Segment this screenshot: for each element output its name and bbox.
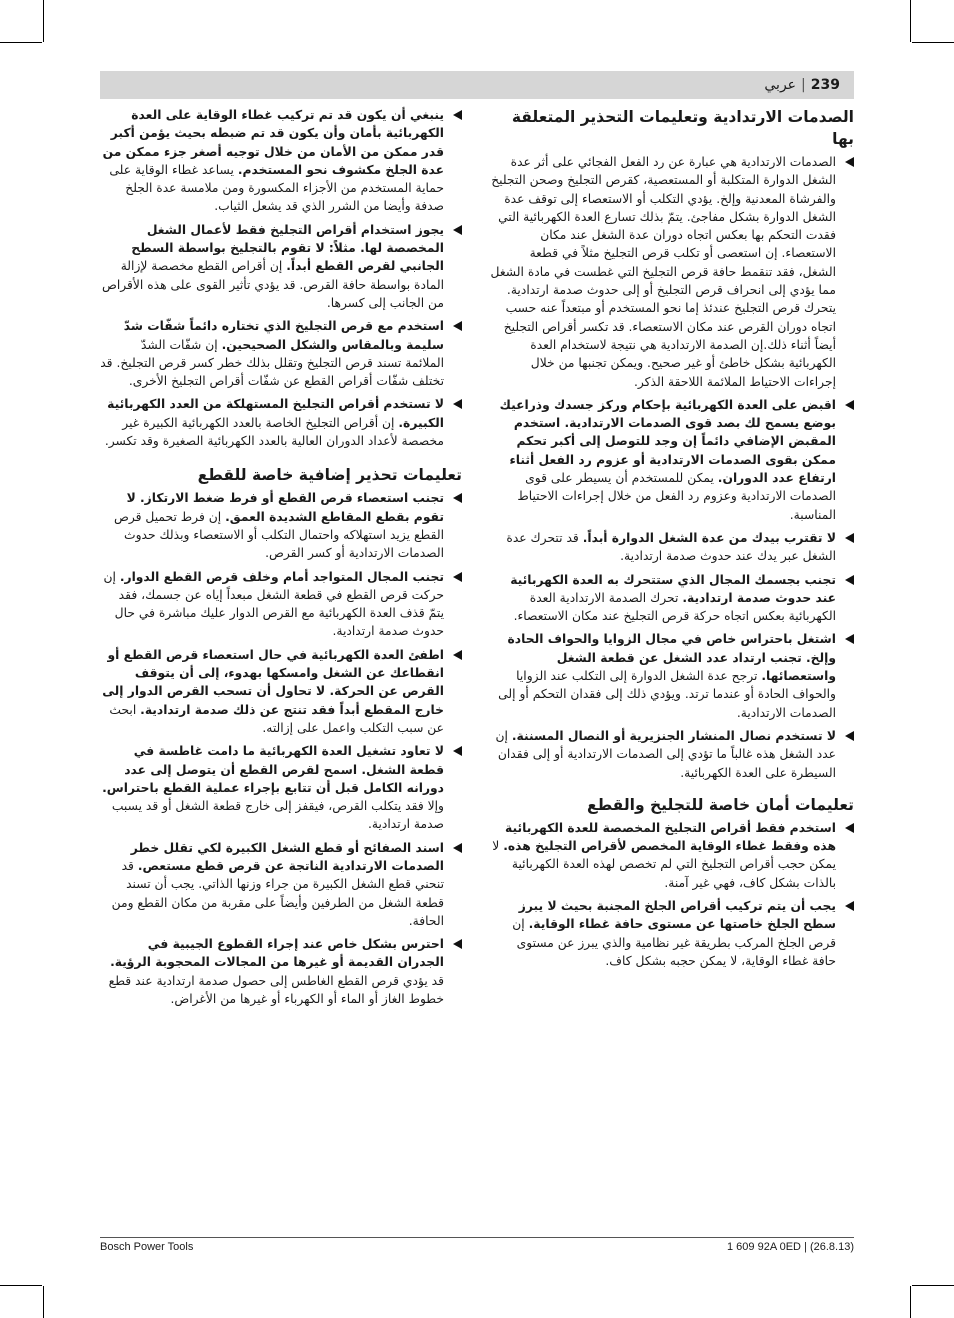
page-header <box>100 71 854 99</box>
footer-doc-code: 1 609 92A 0ED | (26.8.13) <box>727 1241 854 1253</box>
item-text: يمكن للمستخدم أن يسيطر على قوى الصدمات الارتدادية وعزوم رد الفعل من خلال إجراءات الاحتياط المناسبة. <box>517 471 836 522</box>
header-separator: | <box>801 77 806 93</box>
item-text: لا يمكن حجب أقراص التجليخ التي لم تخصص لهذه العدة الكهربائية بالذات بشكل كاف، فهي غير آمنة. <box>492 839 836 890</box>
item-text: وإلا فقد يتكلب القرص، فيقفز إلى خارج قطعة الشغل أو قد يسبب صدمة ارتدادية. <box>111 799 444 832</box>
item-bold-text: اشتغل باحتراس خاص في مجال الزوايا والحواف الحادة وإلخ. تجنب ارتداد عدد الشغل عن قطعة الشغل واستعصائها. <box>507 632 836 684</box>
list-item <box>100 317 462 390</box>
item-bold-text: لا تعاود تشغيل العدة الكهربائية ما دامت غاطسة في قطعة الشغل. اسمح لقرص القطع أن يتوصل إلى عدد دورانه الكامل قبل أن تتابع بإجراء عملية القطع باحتراس. <box>102 744 444 795</box>
list-item <box>100 839 462 930</box>
bullet-arrow-icon <box>453 746 462 756</box>
bullet-arrow-icon <box>453 399 462 409</box>
crop-mark <box>910 0 911 42</box>
list-item <box>100 489 462 562</box>
list-item <box>490 571 854 626</box>
bullet-arrow-icon <box>845 731 854 741</box>
bullet-arrow-icon <box>453 843 462 853</box>
crop-mark <box>0 42 42 43</box>
list-item <box>100 568 462 641</box>
list-item <box>100 395 462 450</box>
item-bold-text: استخدم فقط أقراص التجليخ المخصصة للعدة الكهربائية هذه وفقط غطاء الوقاية المخصص لأقراص التجليخ هذه. <box>503 820 836 854</box>
bullet-arrow-icon <box>845 823 854 833</box>
crop-mark <box>0 1285 42 1286</box>
bullet-arrow-icon <box>453 110 462 120</box>
list-item <box>100 221 462 312</box>
crop-mark <box>912 1285 954 1286</box>
item-text: إن أقراص التجليخ الخاصة بالعدد الكهربائية الكبيرة غير مخصصة لأعداد الدوران العالية بالعدد الكهربائية الصغيرة وقد تكسر. <box>104 415 444 449</box>
list-item <box>100 646 462 737</box>
item-bold-text: تجنب بجسمك المجال الذي ستتحرك به العدة الكهربائية عند حدوث صدمة ارتدادية. <box>510 572 836 605</box>
item-text: إن عدد الشغل هذه غالباً ما تؤدي إلى الصدمات الارتدادية أو إلى فقدان السيطرة على العدة الكهربائية. <box>495 728 836 780</box>
footer-brand: Bosch Power Tools <box>100 1241 194 1253</box>
page-number: 239 <box>810 77 840 93</box>
bullet-arrow-icon <box>845 400 854 410</box>
list-item <box>490 819 854 892</box>
item-text: إن قرص الجلخ المركب بطريقة غير نظامية والذي يبرز عن مستوى حافة غطاء الوقاية، لا يمكن حجبه بشكل كاف. <box>512 917 836 968</box>
list-item <box>490 529 854 566</box>
list-item <box>100 935 462 1008</box>
item-text: إن أقراص القطع مخصصة لإزالة المادة بواسطة حافة القرص. قد يؤدي تأثير القوى على هذه الأقراص من الجانب إلى كسرها. <box>101 259 444 310</box>
item-text: إن شفّات الشدّ الملائمة تسند قرص التجليخ وتقلل بذلك خطر كسر قرص التجليخ. قد تختلف شفّات أقراص القطع عن شفّات أقراص التجليخ الأخرى. <box>100 337 444 389</box>
list-item <box>100 742 462 833</box>
item-text: إن فرط تحميل قرص القطع يزيد استهلاكه واحتمال التكلب أو الاستعصاء وبذلك حدوث الصدمات الارتدادية أو كسر القرص. <box>113 509 444 561</box>
item-bold-text: لا تستخدم أقراص التجليخ المستهلكة من العدد الكهربائية الكبيرة. <box>107 397 444 430</box>
footer-divider <box>100 1237 854 1238</box>
list-item <box>490 897 854 970</box>
bullet-arrow-icon <box>845 634 854 644</box>
item-text: يساعد غطاء الوقاية على حماية المستخدم من الأجزاء المكسورة ومن ملامسة عدة الجلخ صدفة وأيضا من الشرر الذي قد يشعل الثياب. <box>109 162 444 214</box>
item-bold-text: لا تستخدم نصال المنشار الجنزيرية أو النصال المسننة. <box>511 728 836 743</box>
item-bold-text: احترس بشكل خاص عند إجراء القطوع الجيبية في الجدران القديمة أو غيرها من المجالات المحجوبة الرؤية. <box>110 937 444 970</box>
bullet-arrow-icon <box>453 225 462 235</box>
item-text: قد تتحرك عدة الشغل عبر يدك عند حدوث صدمة ارتدادية. <box>506 530 836 564</box>
bullet-arrow-icon <box>453 939 462 949</box>
bullet-arrow-icon <box>453 572 462 582</box>
left-column <box>100 106 462 1013</box>
item-bold-text: اقبض على العدة الكهربائية بإحكام وركز جسدك وذراعيك بوضع يسمح لك بصد قوى الصدمات الارتدادية. استخدم المقبض الإضافي دائماً إن وجد للتوصل إلى أكبر تحكم ممكن بقوى الصدمات الارتدادية أو عزوم رد الفعل أثناء ارتفاع عدد الدوران. <box>499 397 836 486</box>
bullet-arrow-icon <box>845 575 854 585</box>
item-text: إن حركت قرص القطع في قطعة الشغل مبعداً إياه عن جسمك، فقد يتمّ قذف العدة الكهربائية مع القرص الدوار عليك مباشرة في حال حدوث صدمة ارتدادية. <box>103 569 444 639</box>
section-heading: تعليمات تحذير إضافية خاصة للقطع <box>197 466 462 485</box>
item-text: ترجح عدة الشغل الدوارة إلى التكلب عند الزوايا والحواف الحادة أو عندما ترتد. ويؤدي ذلك إلى فقدان التحكم أو إلى الصدمات الارتدادية. <box>498 669 836 720</box>
header-text <box>764 71 854 99</box>
item-bold-text: يجب أن يتم تركيب أقراص الجلخ المجنبة بحيث لا يبرز سطح الجلخ خاصتها عن مستوى حافة غطاء الوقاية. <box>518 898 836 932</box>
section-heading: الصدمات الارتدادية وتعليمات التحذير المتعلقة بها <box>511 108 854 148</box>
bullet-arrow-icon <box>453 493 462 503</box>
item-bold-text: ينبغي أن يكون قد تم تركيب غطاء الوقاية على العدة الكهربائية بأمان وأن يكون قد تم ضبطه بحيث يؤمن أكبر قدر ممكن من الأمان من خلال توجيه أصغر جزء ممكن من عدة الجلخ مكشوف نحو المستخدم. <box>102 108 444 177</box>
bullet-arrow-icon <box>845 533 854 543</box>
crop-mark <box>43 0 44 42</box>
item-bold-text: اطفئ العدة الكهربائية في حال استعصاء قرص القطع أو انقطاعك عن الشغل وامسكها بهدوء، إلى أن يتوقف القرص عن الحركة. لا تحاول أن تسحب القرص الدوار إلى خارج المقطع أبداً فقد تنتج عن ذلك صدمة ارتدادية. <box>102 647 444 717</box>
item-bold-text: لا تقترب بيدك من عدة الشغل الدوارة أبداً. <box>582 530 836 545</box>
item-text: ابحث عن سبب التكلب واعمل على إزالته. <box>109 702 444 735</box>
right-column <box>490 106 854 975</box>
item-bold-text: تجنب استعصاء قرص القطع أو فرط ضغط الارتكاز. لا تقوم بقطع المقاطع الشديدة العمق. <box>126 491 444 524</box>
item-bold-text: اسند الصفائح أو قطع الشغل الكبيرة لكي تقلل خطر الصدمات الارتدادية الناتجة عن قرص قطع مستعص. <box>130 840 444 873</box>
item-bold-text: استخدم مع قرص التجليخ الذي تختاره دائماً شفّات شدّ سليمة وبالمقاس والشكل الصحيحين. <box>123 319 444 352</box>
item-text: الصدمات الارتدادية هي عبارة عن رد الفعل الفجائي على أثر عدة الشغل الدوارة المتكلبة أو المستعصية، كقرص التجليخ وصحن التجليخ والفرشاة المعدنية وإلخ. يؤدي التكلب أو الاستعصاء إلى توقف عدة الشغل الدوارة بشكل مفاجئ. يتمّ بذلك تسارع العدة الكهربائية التي فقدت التحكم بها بعكس اتجاه دوران عدة الشغل عند مكان الاستعصاء. إن استعصى أو تكلب قرص التجليخ مثلاً في قطعة الشغل، فقد تنقمط حافة قرص التجليخ التي غطست في مادة الشغل مما يؤدي إلى انحراف قرص التجليخ أو إلى حدوث صدمة ارتدادية. يتحرك قرص التجليخ عندئذ إما نحو المستخدم أو مبتعداً عنه حسب اتجاه دوران القرص عند مكان الاستعصاء. قد تكسر أقراص التجليخ أيضاً أثناء ذلك.إن الصدمة الارتدادية هي نتيجة لاستخدام العدة الكهربائية بشكل خاطئ أو غير صحيح. ويمكن تجنبها من خلال إجراءات الاحتياط الملائمة اللاحقة الذكر. <box>490 155 836 389</box>
item-text: تحرك الصدمة الارتدادية العدة الكهربائية بعكس اتجاه حركة قرص التجليخ عند مكان الاستعصاء. <box>513 590 836 624</box>
list-item <box>490 630 854 721</box>
list-item <box>490 153 854 391</box>
bullet-arrow-icon <box>845 901 854 911</box>
bullet-arrow-icon <box>453 321 462 331</box>
bullet-arrow-icon <box>845 157 854 167</box>
crop-mark <box>43 1286 44 1318</box>
crop-mark <box>910 1286 911 1318</box>
bullet-arrow-icon <box>453 650 462 660</box>
item-text: قد يؤدي قرص القطع الغاطس إلى حصول صدمة ارتدادية عند قطع خطوط الغاز أو الماء أو الكهرباء أو غيرها من الأغراض. <box>108 973 444 1007</box>
list-item <box>100 106 462 216</box>
item-bold-text: تجنب المجال المتواجد أمام وخلف قرص القطع الدوار. <box>119 569 444 584</box>
header-language: عربي <box>764 77 797 93</box>
item-bold-text: يجوز استخدام أقراص التجليخ فقط لأعمال الشغل المخصصة لها. مثلاً: لا تقوم بالتجليخ بواسطة السطح الجانبي لقرص القطع أبداً. <box>131 222 444 274</box>
list-item <box>490 396 854 524</box>
section-heading: تعليمات أمان خاصة للتجليخ والقطع <box>586 795 854 814</box>
item-text: قد تنحني قطع الشغل الكبيرة من جراء وزنها الذاتي. يجب أن تسند قطعة الشغل من الطرفين وأيضاً على مقربة من مكان القطع ومن الحافة. <box>111 858 444 928</box>
crop-mark <box>912 42 954 43</box>
list-item <box>490 727 854 782</box>
